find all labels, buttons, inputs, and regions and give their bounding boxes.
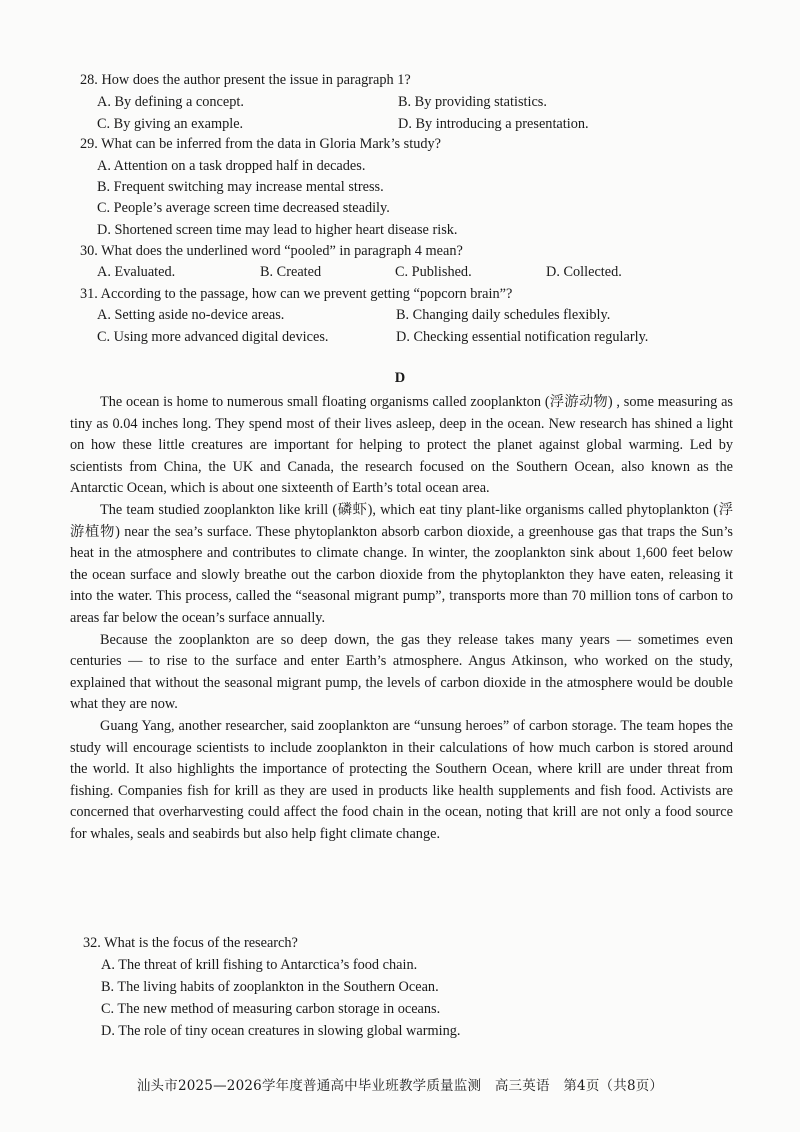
question-28-option-a: A. By defining a concept. [97, 94, 244, 110]
question-32-option-a: A. The threat of krill fishing to Antarctica’s food chain. [101, 957, 418, 973]
question-28-option-b: B. By providing statistics. [398, 94, 547, 110]
question-32-option-d: D. The role of tiny ocean creatures in slowing global warming. [101, 1023, 461, 1039]
question-32-option-b: B. The living habits of zooplankton in the Southern Ocean. [101, 979, 439, 995]
question-29-option-c: C. People’s average screen time decreased steadily. [97, 200, 390, 216]
section-title: D [394, 370, 406, 386]
question-31-option-d: D. Checking essential notification regularly. [396, 329, 649, 345]
question-31-option-c: C. Using more advanced digital devices. [97, 329, 329, 345]
question-31-option-b: B. Changing daily schedules flexibly. [396, 307, 611, 323]
question-30-option-a: A. Evaluated. [97, 264, 176, 280]
question-28-option-d: D. By introducing a presentation. [398, 116, 589, 132]
reading-passage [70, 392, 733, 845]
question-28-option-c: C. By giving an example. [97, 116, 244, 132]
question-29-stem: 29. What can be inferred from the data in Gloria Mark’s study? [80, 136, 442, 152]
question-30-option-b: B. Created [260, 264, 322, 280]
question-32-stem: 32. What is the focus of the research? [83, 935, 298, 951]
question-29-option-d: D. Shortened screen time may lead to higher heart disease risk. [97, 222, 458, 238]
question-32-option-c: C. The new method of measuring carbon storage in oceans. [101, 1001, 441, 1017]
question-29-option-a: A. Attention on a task dropped half in decades. [97, 158, 366, 174]
page-footer: 汕头市2025—2026学年度普通高中毕业班教学质量监测 高三英语 第4页（共8页） [136, 1078, 664, 1094]
question-31-option-a: A. Setting aside no-device areas. [97, 307, 285, 323]
question-31-stem: 31. According to the passage, how can we prevent getting “popcorn brain”? [80, 286, 513, 302]
question-30-option-d: D. Collected. [546, 264, 622, 280]
passage-paragraph: The ocean is home to numerous small floating organisms called zooplankton (浮游动物) , some measuring as tiny as 0.04 inches long. They spend most of their lives asleep, deep in the ocean. New research has shined a light on how these little creatures are important for helping to protect the planet against global warming. Led by scientists from China, the UK and Canada, the research focused on the Southern Ocean, also known as the Antarctic Ocean, which is about one sixteenth of Earth’s total ocean area. [70, 394, 733, 497]
passage-paragraph: Guang Yang, another researcher, said zooplankton are “unsung heroes” of carbon storage. The team hopes the study will encourage scientists to include zooplankton in their calculations of how much carbon is stored around the world. It also highlights the importance of protecting the Southern Ocean, where krill are under threat from fishing. Companies fish for krill as they are used in products like health supplements and fish food. Activists are concerned that overharvesting could affect the food chain in the ocean, noting that krill are not only a food source for whales, seals and seabirds but also help fight climate change. [70, 717, 733, 842]
passage-paragraph: Because the zooplankton are so deep down, the gas they release takes many years — sometimes even centuries — to rise to the surface and enter Earth’s atmosphere. Angus Atkinson, who worked on the study, explained that without the seasonal migrant pump, the levels of carbon dioxide in the atmosphere would be double what they are now. [70, 631, 733, 713]
question-29-option-b: B. Frequent switching may increase mental stress. [97, 179, 384, 195]
question-28-stem: 28. How does the author present the issue in paragraph 1? [80, 72, 411, 88]
question-30-stem: 30. What does the underlined word “pooled” in paragraph 4 mean? [80, 243, 463, 259]
passage-paragraph: The team studied zooplankton like krill (磷虾), which eat tiny plant-like organisms called phytoplankton (浮游植物) near the sea’s surface. These phytoplankton absorb carbon dioxide, a greenhouse gas that traps the Sun’s heat in the atmosphere and contributes to climate change. In winter, the zooplankton sink about 1,600 feet below the ocean surface and slowly breathe out the carbon dioxide from the phytoplankton they have eaten, releasing it into the water. This process, called the “seasonal migrant pump”, transports more than 70 million tons of carbon to areas far below the ocean’s surface annually. [70, 501, 733, 626]
question-30-option-c: C. Published. [395, 264, 472, 280]
